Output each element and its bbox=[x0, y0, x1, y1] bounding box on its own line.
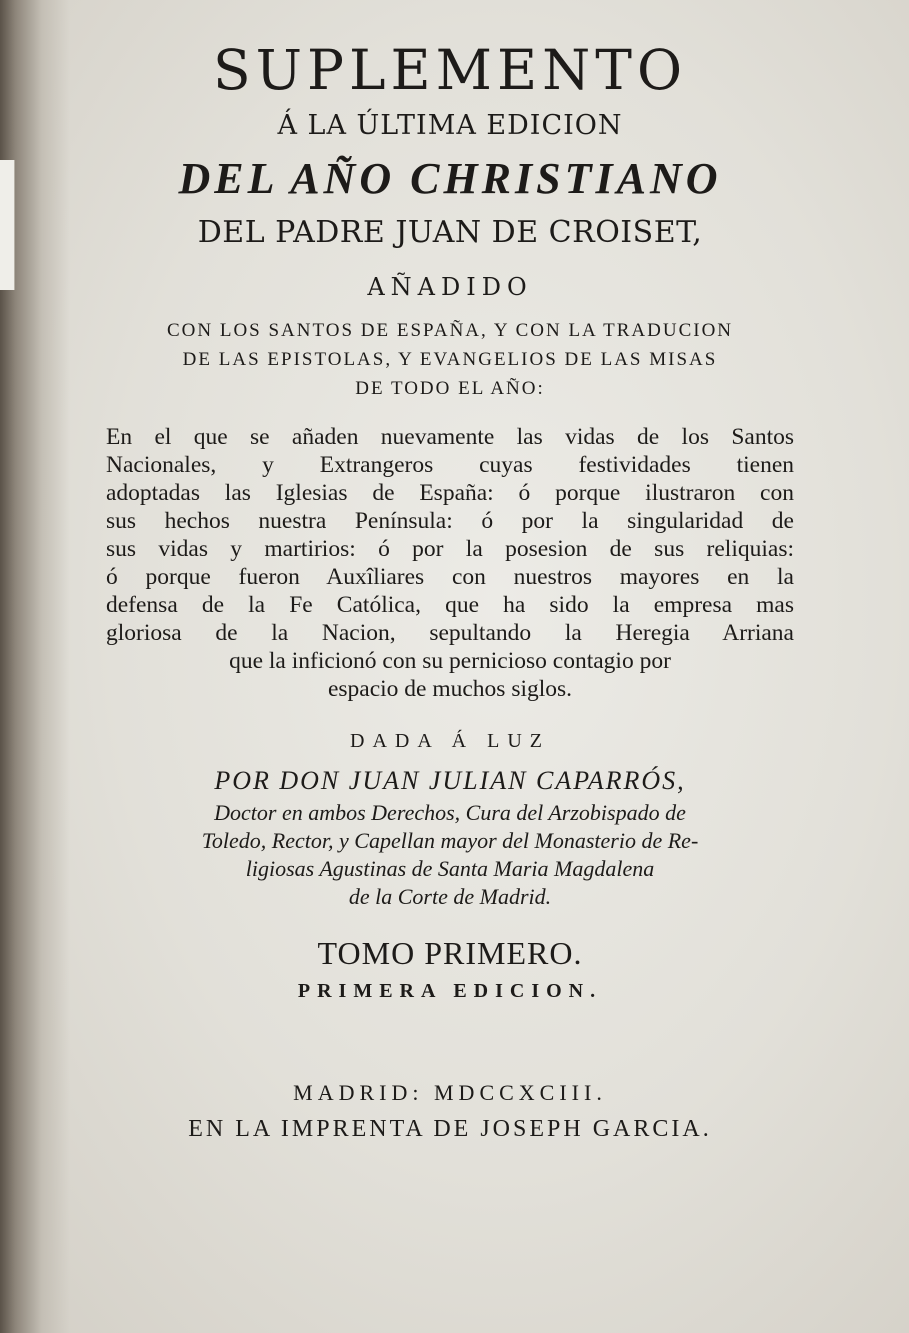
edition-label: PRIMERA EDICION. bbox=[297, 980, 603, 1002]
author-line: ligiosas Agustinas de Santa Maria Magdalena bbox=[245, 856, 655, 881]
title-page-content bbox=[100, 30, 800, 1145]
body-line: defensa de la Fe Católica, que ha sido la empresa mas bbox=[106, 592, 794, 618]
volume-label: TOMO PRIMERO. bbox=[317, 935, 583, 971]
page-tab-edge bbox=[0, 160, 15, 290]
author-line: Doctor en ambos Derechos, Cura del Arzobispado de bbox=[214, 800, 686, 825]
subtitle-work: DEL AÑO CHRISTIANO bbox=[178, 154, 722, 203]
body-line: que la inficionó con su pernicioso contagio por bbox=[229, 648, 671, 674]
body-line: espacio de muchos siglos. bbox=[327, 676, 573, 702]
author-line: Toledo, Rector, y Capellan mayor del Monasterio de Re- bbox=[201, 828, 699, 853]
subtitle-edition: Á LA ÚLTIMA EDICION bbox=[277, 110, 623, 141]
body-line: adoptadas las Iglesias de España: ó porque ilustraron con bbox=[106, 480, 794, 506]
imprint-printer: EN LA IMPRENTA DE JOSEPH GARCIA. bbox=[188, 1116, 712, 1142]
body-line: sus vidas y martirios: ó por la posesion de sus reliquias: bbox=[106, 536, 794, 562]
body-line: ó porque fueron Auxîliares con nuestros mayores en la bbox=[106, 564, 794, 590]
description-paragraph bbox=[100, 423, 800, 703]
caps-line: DE LAS EPISTOLAS, Y EVANGELIOS DE LAS MISAS bbox=[182, 349, 718, 370]
subtitle-author: DEL PADRE JUAN DE CROISET, bbox=[197, 215, 703, 250]
body-line: Nacionales, y Extrangeros cuyas festividades tienen bbox=[106, 452, 794, 478]
caps-description bbox=[100, 316, 800, 403]
main-title: SUPLEMENTO bbox=[212, 38, 688, 102]
body-line: En el que se añaden nuevamente las vidas de los Santos bbox=[106, 424, 794, 450]
body-line: sus hechos nuestra Península: ó por la singularidad de bbox=[106, 508, 794, 534]
author-line: de la Corte de Madrid. bbox=[348, 884, 552, 909]
caps-line: CON LOS SANTOS DE ESPAÑA, Y CON LA TRADUCION bbox=[166, 320, 734, 341]
subtitle-added: AÑADIDO bbox=[367, 273, 533, 301]
body-line: gloriosa de la Nacion, sepultando la Heregia Arriana bbox=[106, 620, 794, 646]
dada-a-luz: DADA Á LUZ bbox=[350, 730, 550, 752]
author-description bbox=[100, 799, 800, 911]
imprint-place-date: MADRID: MDCCXCIII. bbox=[293, 1080, 607, 1105]
author-name: POR DON JUAN JULIAN CAPARRÓS, bbox=[214, 766, 686, 795]
caps-line: DE TODO EL AÑO: bbox=[355, 378, 545, 399]
